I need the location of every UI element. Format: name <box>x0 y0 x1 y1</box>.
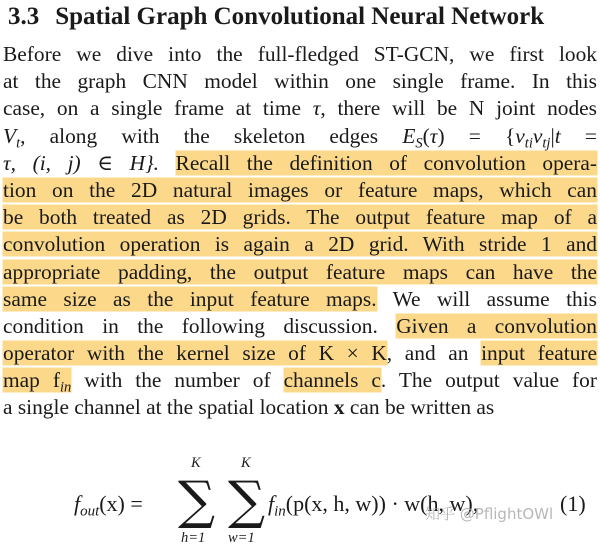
text-line-7 <box>3 204 597 231</box>
upper-limit-h: K <box>191 455 201 471</box>
text: in <box>274 503 286 520</box>
text: with the number of <box>71 368 284 393</box>
text: map f <box>3 368 60 393</box>
text: . The output value for <box>380 368 597 393</box>
text: condition in the following discussion. <box>3 313 397 338</box>
text-line-12 <box>3 340 597 367</box>
text-line-13 <box>3 367 597 394</box>
watermark: 知乎 @PflightOWl <box>425 505 554 523</box>
text: at the graph CNN model within one single frame. In this <box>3 69 597 94</box>
equation-lhs <box>74 491 143 520</box>
sum-symbol-h: ∑ <box>178 471 216 531</box>
section-heading <box>8 2 544 32</box>
text: We will assume this <box>376 286 597 311</box>
highlight: appropriate padding, the output feature maps can have the <box>3 259 597 284</box>
body-paragraph <box>3 41 597 422</box>
highlight: Recall the definition of convolution opera- <box>175 150 597 175</box>
text-line-8 <box>3 231 597 258</box>
text: case, on a single frame at time <box>3 96 313 121</box>
equation-1 <box>0 455 600 547</box>
highlight: convolution operation is again a 2D grid. With stride 1 and <box>3 232 597 257</box>
section-number: 3.3 <box>8 3 40 30</box>
text: out <box>80 503 100 520</box>
text: a single channel at the spatial location <box>3 395 334 420</box>
text: f <box>268 491 275 516</box>
text-line-11 <box>3 313 597 340</box>
upper-limit-w: K <box>241 455 251 471</box>
text-line-5 <box>3 150 597 177</box>
text: can be written as <box>344 395 495 420</box>
text: f <box>74 491 81 516</box>
highlight: input feature <box>481 341 598 366</box>
text-line-14 <box>3 394 597 421</box>
highlight: map $f_{in}$ <box>3 368 72 396</box>
text-line-1 <box>3 41 597 68</box>
math-edges: $E_S$ <box>402 123 423 151</box>
text: , and an <box>386 341 482 366</box>
highlight: be both treated as 2D grids. The output feature map of a <box>3 205 597 230</box>
math-set: τ, (i, j) ∈ H}. <box>3 150 176 175</box>
text: , along with the skeleton edges <box>20 123 403 148</box>
text-line-4: $V_t$, along with the skeleton edges $E_S(\tau) = \{v_{ti}v_{tj}|t$ = <box>3 123 597 151</box>
highlight: channels c <box>283 368 381 393</box>
lower-limit-w: w=1 <box>228 530 255 546</box>
text: (x) = <box>99 491 143 516</box>
highlight: operator with the kernel size of K × K <box>3 341 387 366</box>
text-line-3 <box>3 95 597 122</box>
text: (p(x, h, w)) · w(h, w), <box>285 491 479 516</box>
text-line-10 <box>3 286 597 313</box>
text-line-2 <box>3 68 597 95</box>
section-title: Spatial Graph Convolutional Neural Network <box>55 3 545 30</box>
highlight: tion on the 2D natural images or feature maps, which can <box>3 177 597 202</box>
math-vt: $V_t$ <box>3 123 21 151</box>
highlight: same size as the input feature maps. <box>3 286 377 311</box>
sum-symbol-w: ∑ <box>228 471 266 531</box>
highlight: Given a convolution <box>396 313 597 338</box>
math-tau: τ <box>312 96 321 121</box>
math-x-bold: x <box>333 395 345 420</box>
text: , there will be N joint nodes <box>320 96 597 121</box>
lower-limit-h: h=1 <box>181 530 206 546</box>
text-line-9 <box>3 259 597 286</box>
text-line-6 <box>3 177 597 204</box>
equation-number: (1) <box>560 491 586 516</box>
text: Before we dive into the full-fledged ST-GCN, we first look <box>3 42 597 66</box>
